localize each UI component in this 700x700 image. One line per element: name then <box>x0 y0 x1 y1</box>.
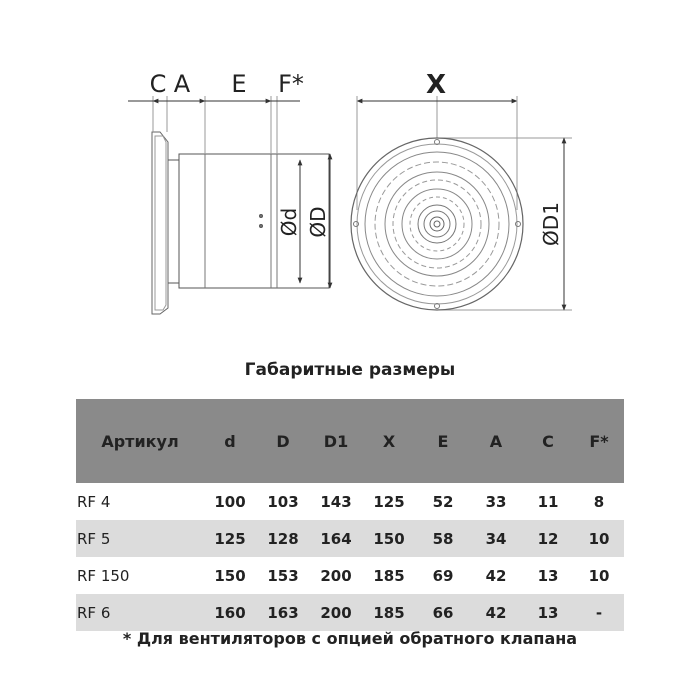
cell-c: 12 <box>522 520 574 557</box>
cell-d1: 164 <box>310 520 362 557</box>
dim-label-dd: ØD <box>306 206 330 238</box>
table-row <box>76 557 624 594</box>
dimensions-title: Габаритные размеры <box>244 360 456 380</box>
cell-d1: 200 <box>320 566 352 585</box>
column-header-c: C <box>522 399 574 483</box>
cell-article: RF 4 <box>77 492 111 511</box>
cell-e: 52 <box>432 492 454 511</box>
cell-x: 185 <box>362 594 416 631</box>
dim-label-f: F* <box>278 70 304 98</box>
cell-a: 34 <box>470 520 522 557</box>
cell-f: 10 <box>588 566 610 585</box>
cell-x: 185 <box>373 566 405 585</box>
cell-d: 125 <box>204 520 256 557</box>
cell-e: 58 <box>416 520 470 557</box>
column-header-a: A <box>470 399 522 483</box>
table-header-row <box>76 399 624 483</box>
column-header-x: X <box>362 399 416 483</box>
cell-d: 100 <box>214 492 246 511</box>
side-view <box>128 96 330 314</box>
cell-c: 11 <box>537 492 559 511</box>
cell-article: RF 5 <box>76 520 204 557</box>
cell-dd: 163 <box>256 594 310 631</box>
cell-x: 125 <box>373 492 405 511</box>
dimensions-table <box>76 399 624 631</box>
cell-d: 160 <box>204 594 256 631</box>
cell-d1: 200 <box>310 594 362 631</box>
cell-article: RF 150 <box>77 566 130 585</box>
cell-x: 150 <box>362 520 416 557</box>
dim-label-e: E <box>231 70 247 98</box>
column-header-d1: D1 <box>310 399 362 483</box>
cell-d1: 143 <box>320 492 352 511</box>
dim-label-a: A <box>173 70 191 98</box>
cell-c: 13 <box>522 594 574 631</box>
cell-e: 66 <box>416 594 470 631</box>
table-row <box>76 594 624 631</box>
table-row <box>76 520 624 557</box>
cell-a: 42 <box>470 594 522 631</box>
dim-label-d1: ØD1 <box>539 202 563 246</box>
cell-dd: 103 <box>267 492 299 511</box>
dim-label-x: X <box>425 70 447 100</box>
cell-dd: 153 <box>267 566 299 585</box>
column-header-article: Артикул <box>76 399 204 483</box>
footnote: * Для вентиляторов с опцией обратного клапана <box>122 629 578 648</box>
column-header-dd: D <box>256 399 310 483</box>
column-header-f: F* <box>574 399 624 483</box>
dim-label-c: C <box>149 70 167 98</box>
table-row <box>76 483 624 520</box>
cell-f: 10 <box>574 520 624 557</box>
cell-a: 33 <box>485 492 507 511</box>
column-header-d: d <box>204 399 256 483</box>
cell-e: 69 <box>432 566 454 585</box>
cell-f: - <box>574 594 624 631</box>
cell-f: 8 <box>593 492 605 511</box>
cell-d: 150 <box>214 566 246 585</box>
cell-dd: 128 <box>256 520 310 557</box>
column-header-e: E <box>416 399 470 483</box>
cell-c: 13 <box>537 566 559 585</box>
cell-article: RF 6 <box>76 594 204 631</box>
dim-label-d: Ød <box>277 207 301 237</box>
cell-a: 42 <box>485 566 507 585</box>
